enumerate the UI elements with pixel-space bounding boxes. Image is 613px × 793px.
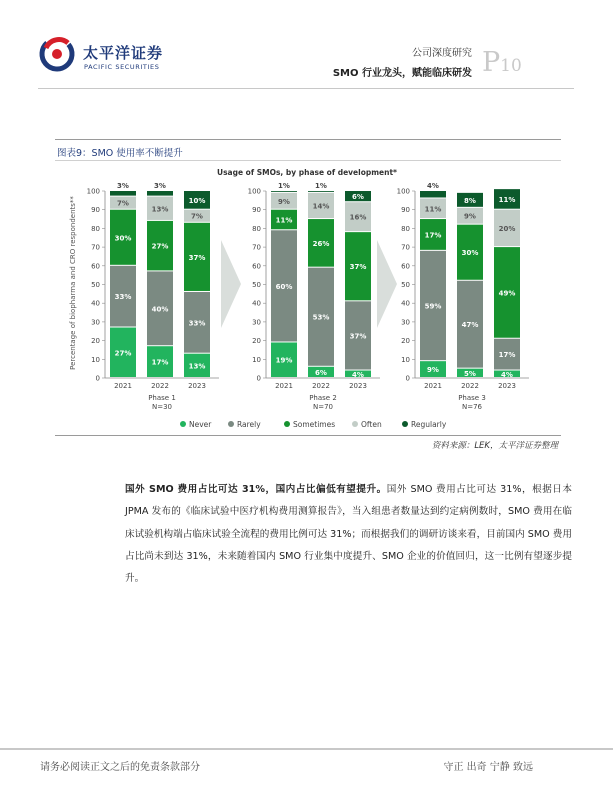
panel-name: Phase 2 — [309, 394, 337, 402]
y-tick-label: 10 — [252, 355, 261, 364]
bar-data-label: 9% — [278, 197, 290, 206]
legend-label: Never — [189, 420, 212, 429]
bar-data-label: 16% — [349, 213, 367, 222]
x-tick-label: 2021 — [275, 382, 293, 390]
y-tick-label: 90 — [252, 206, 261, 215]
bar-data-label: 27% — [114, 349, 132, 358]
x-tick-label: 2022 — [461, 382, 479, 390]
legend-item-rarely — [228, 420, 261, 429]
chart-title: Usage of SMOs, by phase of development* — [217, 168, 397, 177]
report-subtitle: SMO 行业龙头，赋能临床研发 — [332, 68, 472, 79]
legend-swatch — [284, 421, 290, 427]
y-tick-label: 80 — [91, 224, 100, 233]
legend-label: Sometimes — [293, 420, 336, 429]
brand-name-cn: 太平洋证券 — [83, 44, 164, 62]
y-tick-label: 80 — [252, 224, 261, 233]
bar-data-label: 40% — [151, 305, 169, 314]
y-tick-label: 40 — [91, 299, 100, 308]
panel-2 — [248, 182, 380, 411]
source-note: 资料来源：LEK，太平洋证券整理 — [431, 441, 558, 451]
panel-arrow-2 — [377, 240, 397, 328]
bar-data-label: 11% — [275, 216, 293, 225]
bar-data-label: 33% — [114, 293, 132, 302]
legend-label: Rarely — [237, 420, 261, 429]
legend-swatch — [228, 421, 234, 427]
bar-data-label: 9% — [427, 366, 439, 375]
panel-arrow-1 — [221, 240, 241, 328]
bar-data-label: 14% — [312, 202, 330, 211]
bar-data-label: 7% — [117, 199, 129, 208]
y-tick-label: 90 — [91, 206, 100, 215]
y-tick-label: 90 — [401, 206, 410, 215]
legend-item-never — [180, 420, 212, 429]
smo-usage-chart — [55, 162, 561, 434]
bar-data-label: 13% — [151, 205, 169, 214]
bar-data-label: 4% — [501, 370, 513, 379]
figure-bottom-rule — [55, 435, 561, 436]
body-paragraph — [125, 479, 572, 590]
y-tick-label: 60 — [91, 262, 100, 271]
y-tick-label: 20 — [252, 337, 261, 346]
bar-data-label: 47% — [461, 321, 479, 330]
footer-divider — [0, 748, 613, 750]
footer-motto: 守正 出奇 宁静 致远 — [443, 762, 533, 773]
y-tick-label: 100 — [247, 187, 261, 196]
figure-caption-rule — [55, 160, 561, 161]
panel-n-label: N=70 — [312, 403, 334, 411]
y-tick-label: 60 — [401, 262, 410, 271]
panel-3 — [397, 182, 529, 411]
y-tick-label: 70 — [401, 243, 410, 252]
x-tick-label: 2022 — [151, 382, 169, 390]
x-tick-label: 2023 — [188, 382, 206, 390]
chart-layer — [87, 182, 529, 411]
panel-n-label: N=30 — [151, 403, 173, 411]
legend-label: Regularly — [411, 420, 447, 429]
y-tick-label: 100 — [396, 187, 410, 196]
bar-data-label: 17% — [424, 231, 442, 240]
bar-data-label: 5% — [464, 369, 476, 378]
panel-name: Phase 1 — [148, 394, 176, 402]
bar-data-label: 1% — [278, 182, 290, 190]
paragraph-lead: 国外 SMO 费用占比可达 31%，国内占比偏低有望提升。 — [125, 484, 387, 495]
footer-disclaimer: 请务必阅读正文之后的免责条款部分 — [40, 762, 200, 773]
bar-data-label: 13% — [188, 362, 206, 371]
legend-swatch — [180, 421, 186, 427]
bar-data-label: 30% — [114, 234, 132, 243]
bar-data-label: 3% — [154, 182, 166, 190]
y-tick-label: 60 — [252, 262, 261, 271]
bar-data-label: 17% — [498, 351, 516, 360]
y-tick-label: 70 — [252, 243, 261, 252]
bar-data-label: 53% — [312, 313, 330, 322]
bar-data-label: 8% — [464, 196, 476, 205]
bar-data-label: 11% — [498, 195, 516, 204]
bar-data-label: 11% — [424, 205, 442, 214]
y-tick-label: 0 — [95, 374, 100, 383]
chart-legend — [180, 420, 447, 429]
figure-caption: 图表9：SMO 使用率不断提升 — [57, 148, 183, 159]
y-tick-label: 30 — [401, 318, 410, 327]
y-tick-label: 10 — [91, 355, 100, 364]
bar-data-label: 37% — [188, 253, 206, 262]
bar-data-label: 49% — [498, 289, 516, 298]
y-tick-label: 0 — [405, 374, 410, 383]
page-number — [482, 49, 522, 76]
brand-name-en: PACIFIC SECURITIES — [84, 63, 160, 71]
legend-swatch — [402, 421, 408, 427]
bar-data-label: 37% — [349, 332, 367, 341]
bar-segment-regularly — [147, 191, 173, 196]
paragraph-text: 国外 SMO 费用占比可达 31%，根据日本 JPMA 发布的《临床试验中医疗机构费用测算报告》，当入组患者数量达到约定病例数时，SMO 费用在临床试验机构端占临床试验全流程的费用比例可达 31%；而根据我们的调研访谈来看，目前国内 SMO 费用占比尚未到达 31%，未来随着国内 SMO 行业集中度提升、SMO 企业的价值回归，这一比例有望逐步提升。 — [125, 484, 572, 585]
bar-data-label: 6% — [352, 193, 364, 202]
bar-data-label: 4% — [352, 370, 364, 379]
bar-data-label: 27% — [151, 242, 169, 251]
y-tick-label: 30 — [252, 318, 261, 327]
y-axis-label: Percentage of biopharma and CRO respondents** — [69, 196, 77, 370]
y-tick-label: 30 — [91, 318, 100, 327]
bar-data-label: 26% — [312, 239, 330, 248]
bar-data-label: 1% — [315, 182, 327, 190]
bar-data-label: 7% — [191, 212, 203, 221]
y-tick-label: 40 — [252, 299, 261, 308]
x-tick-label: 2021 — [114, 382, 132, 390]
y-tick-label: 70 — [91, 243, 100, 252]
y-tick-label: 10 — [401, 355, 410, 364]
y-tick-label: 20 — [401, 337, 410, 346]
x-tick-label: 2021 — [424, 382, 442, 390]
legend-item-often — [352, 420, 382, 429]
y-tick-label: 100 — [86, 187, 100, 196]
legend-label: Often — [361, 420, 382, 429]
bar-data-label: 37% — [349, 263, 367, 272]
legend-item-regularly — [402, 420, 447, 429]
bar-data-label: 6% — [315, 368, 327, 377]
y-tick-label: 80 — [401, 224, 410, 233]
figure-top-rule — [55, 139, 561, 140]
bar-data-label: 33% — [188, 319, 206, 328]
legend-item-sometimes — [284, 420, 335, 429]
panel-1 — [87, 182, 219, 411]
y-tick-label: 50 — [252, 281, 261, 289]
bar-data-label: 9% — [464, 212, 476, 221]
page-digits: 10 — [500, 56, 522, 76]
x-tick-label: 2022 — [312, 382, 330, 390]
legend-swatch — [352, 421, 358, 427]
bar-data-label: 59% — [424, 302, 442, 311]
bar-data-label: 4% — [427, 182, 439, 190]
y-tick-label: 0 — [256, 374, 261, 383]
page-letter: P — [482, 47, 501, 78]
bar-data-label: 20% — [498, 224, 516, 233]
x-tick-label: 2023 — [498, 382, 516, 390]
bar-data-label: 19% — [275, 356, 293, 365]
bar-segment-regularly — [308, 191, 334, 192]
y-tick-label: 50 — [91, 281, 100, 289]
panel-name: Phase 3 — [458, 394, 486, 402]
bar-data-label: 30% — [461, 249, 479, 258]
y-tick-label: 20 — [91, 337, 100, 346]
header-divider — [38, 88, 574, 89]
panel-n-label: N=76 — [461, 403, 483, 411]
bar-data-label: 17% — [151, 358, 169, 367]
y-tick-label: 40 — [401, 299, 410, 308]
bar-segment-regularly — [271, 191, 297, 192]
bar-segment-regularly — [420, 191, 446, 197]
bar-data-label: 60% — [275, 282, 293, 291]
bar-data-label: 10% — [188, 196, 206, 205]
bar-data-label: 3% — [117, 182, 129, 190]
bar-segment-regularly — [110, 191, 136, 196]
y-tick-label: 50 — [401, 281, 410, 289]
x-tick-label: 2023 — [349, 382, 367, 390]
report-type: 公司深度研究 — [412, 48, 472, 59]
